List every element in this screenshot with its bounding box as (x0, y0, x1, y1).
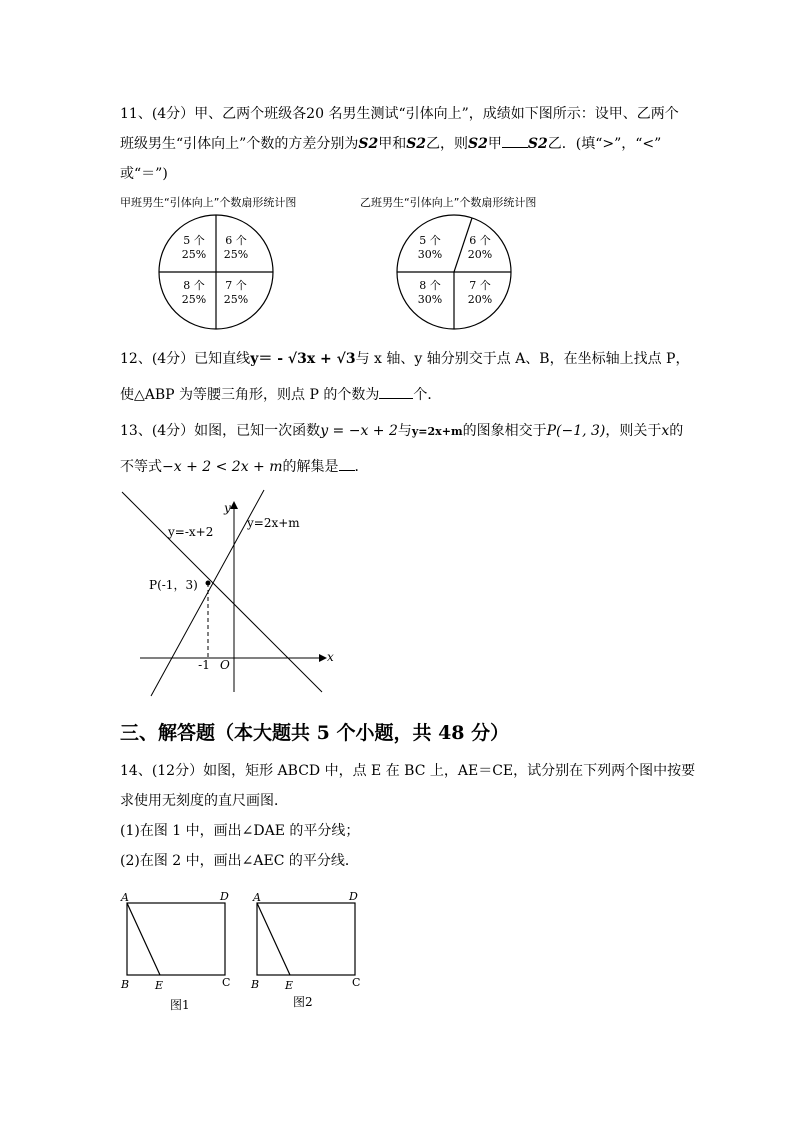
q13-answer-blank (339, 458, 355, 471)
q11-jia: 甲 (378, 136, 393, 152)
q11-ze: ，则 (440, 136, 469, 152)
q11-line2-end: 乙．(填“>”，“<” (547, 136, 662, 152)
label-line1: y=-x+2 (168, 525, 214, 539)
chart-yi-s2-label: 8 个 (419, 279, 441, 292)
chart-yi-s0-pct: 30% (417, 248, 443, 261)
q12-answer-blank (379, 386, 413, 399)
chart-yi-s2-pct: 30% (417, 293, 443, 306)
chart-yi-title: 乙班男生“引体向上”个数扇形统计图 (360, 196, 537, 209)
point-p (206, 581, 211, 586)
q12-line1-a: 12、(4分）已知直线 (120, 351, 251, 367)
label-y: y (224, 501, 231, 515)
fig2-label-c: C (352, 976, 361, 989)
figure-1 (120, 890, 230, 1012)
q12-equation: y＝ - √3x + √3 (250, 351, 356, 367)
q13-line2-b: 的解集是 (282, 459, 339, 475)
q11-s2-jia: S2 (358, 136, 379, 152)
q11-s2-jia-2: S2 (468, 136, 488, 152)
q11-yi: 乙 (426, 136, 441, 152)
q11-s2-yi: S2 (406, 136, 427, 152)
q11-s2-yi-2: S2 (527, 136, 548, 152)
fig1-segment-ae (127, 903, 160, 975)
q13-x: x (661, 423, 670, 439)
q12-line2-a: 使△ABP 为等腰三角形，则点 P 的个数为 (120, 387, 380, 403)
label-point: P(-1，3) (149, 578, 198, 592)
chart-yi-s1-label: 6 个 (469, 234, 491, 247)
chart-yi-s0-label: 5 个 (419, 234, 441, 247)
q13-f1: y = −x + 2 (320, 423, 398, 439)
q11-jia-2: 甲 (487, 136, 502, 152)
q11-he: 和 (392, 136, 407, 152)
chart-jia-s1-label: 6 个 (225, 234, 247, 247)
chart-jia-title: 甲班男生“引体向上”个数扇形统计图 (120, 196, 297, 209)
q13-line2-a: 不等式 (120, 459, 162, 475)
q11-line1: 11、(4分）甲、乙两个班级各20 名男生测试“引体向上”，成绩如下图所示：设甲、乙两个 (120, 106, 679, 122)
fig1-rect (127, 903, 225, 975)
q12-line1-b: 与 x 轴、y 轴分别交于点 A、B，在坐标轴上找点 P， (355, 351, 690, 367)
q13-line1-d: ，则关于 (605, 423, 662, 439)
fig2-label-d: D (349, 890, 358, 903)
chart-jia-s2-pct: 25% (181, 293, 207, 306)
q12-line2-b: 个． (413, 387, 442, 403)
chart-jia-s3-label: 7 个 (225, 279, 247, 292)
q14-line1: 14、(12分）如图，矩形 ABCD 中，点 E 在 BC 上，AE＝CE，试分别在下列两个图中按要 (120, 763, 696, 779)
chart-yi-s1-pct: 20% (467, 248, 493, 261)
fig2-rect (257, 903, 355, 975)
chart-jia-s2-label: 8 个 (183, 279, 205, 292)
q13-line1-e: 的 (669, 423, 684, 439)
q14-line2: 求使用无刻度的直尺画图． (120, 793, 288, 809)
fig2-label-a: A (253, 891, 261, 904)
label-neg1: -1 (198, 658, 210, 672)
q13-inequality: −x + 2 < 2x + m (162, 459, 283, 475)
q14-line4: (2)在图 2 中，画出∠AEC 的平分线． (120, 853, 359, 869)
q11-line2-a: 班级男生“引体向上”个数的方差分别为 (120, 136, 359, 152)
label-x: x (327, 650, 334, 664)
q13-f2: y=2x+m (411, 425, 463, 438)
fig1-label-b: B (121, 978, 130, 991)
q13-line1-b: 与 (397, 423, 412, 439)
fig2-label-b: B (251, 978, 260, 991)
fig1-label-d: D (220, 890, 229, 903)
fig2-label-e: E (285, 979, 294, 992)
fig1-label-a: A (121, 891, 129, 904)
chart-jia-s1-pct: 25% (223, 248, 249, 261)
q11-line3: 或“＝”) (120, 166, 168, 182)
chart-jia-s3-pct: 25% (223, 293, 249, 306)
q14-line3: (1)在图 1 中，画出∠DAE 的平分线； (120, 823, 360, 839)
fig1-label-c: C (222, 976, 231, 989)
graph13 (122, 490, 334, 696)
q13-line2 (120, 456, 369, 476)
fig2-segment-ae (257, 903, 290, 975)
q13-line1 (120, 420, 683, 440)
q12-line1 (120, 348, 689, 368)
chart-yi-s3-label: 7 个 (469, 279, 491, 292)
q13-line2-c: ． (354, 459, 369, 475)
q13-line1-c: 的图象相交于 (462, 423, 547, 439)
label-origin: O (220, 658, 230, 672)
q13-line1-a: 13、(4分）如图，已知一次函数 (120, 423, 321, 439)
chart-yi-s3-pct: 20% (467, 293, 493, 306)
chart-yi (397, 215, 511, 329)
chart-jia (159, 215, 273, 329)
label-line2: y=2x+m (247, 516, 300, 530)
figure-2 (250, 890, 360, 1009)
q13-point: P(−1, 3) (546, 423, 606, 439)
fig1-label-e: E (155, 979, 164, 992)
q12-line2 (120, 384, 441, 404)
fig2-caption: 图2 (293, 995, 313, 1009)
section-3-title: 三、解答题（本大题共 5 个小题，共 48 分） (120, 722, 510, 744)
fig1-caption: 图1 (170, 998, 190, 1012)
chart-jia-s0-label: 5 个 (183, 234, 205, 247)
chart-jia-s0-pct: 25% (181, 248, 207, 261)
